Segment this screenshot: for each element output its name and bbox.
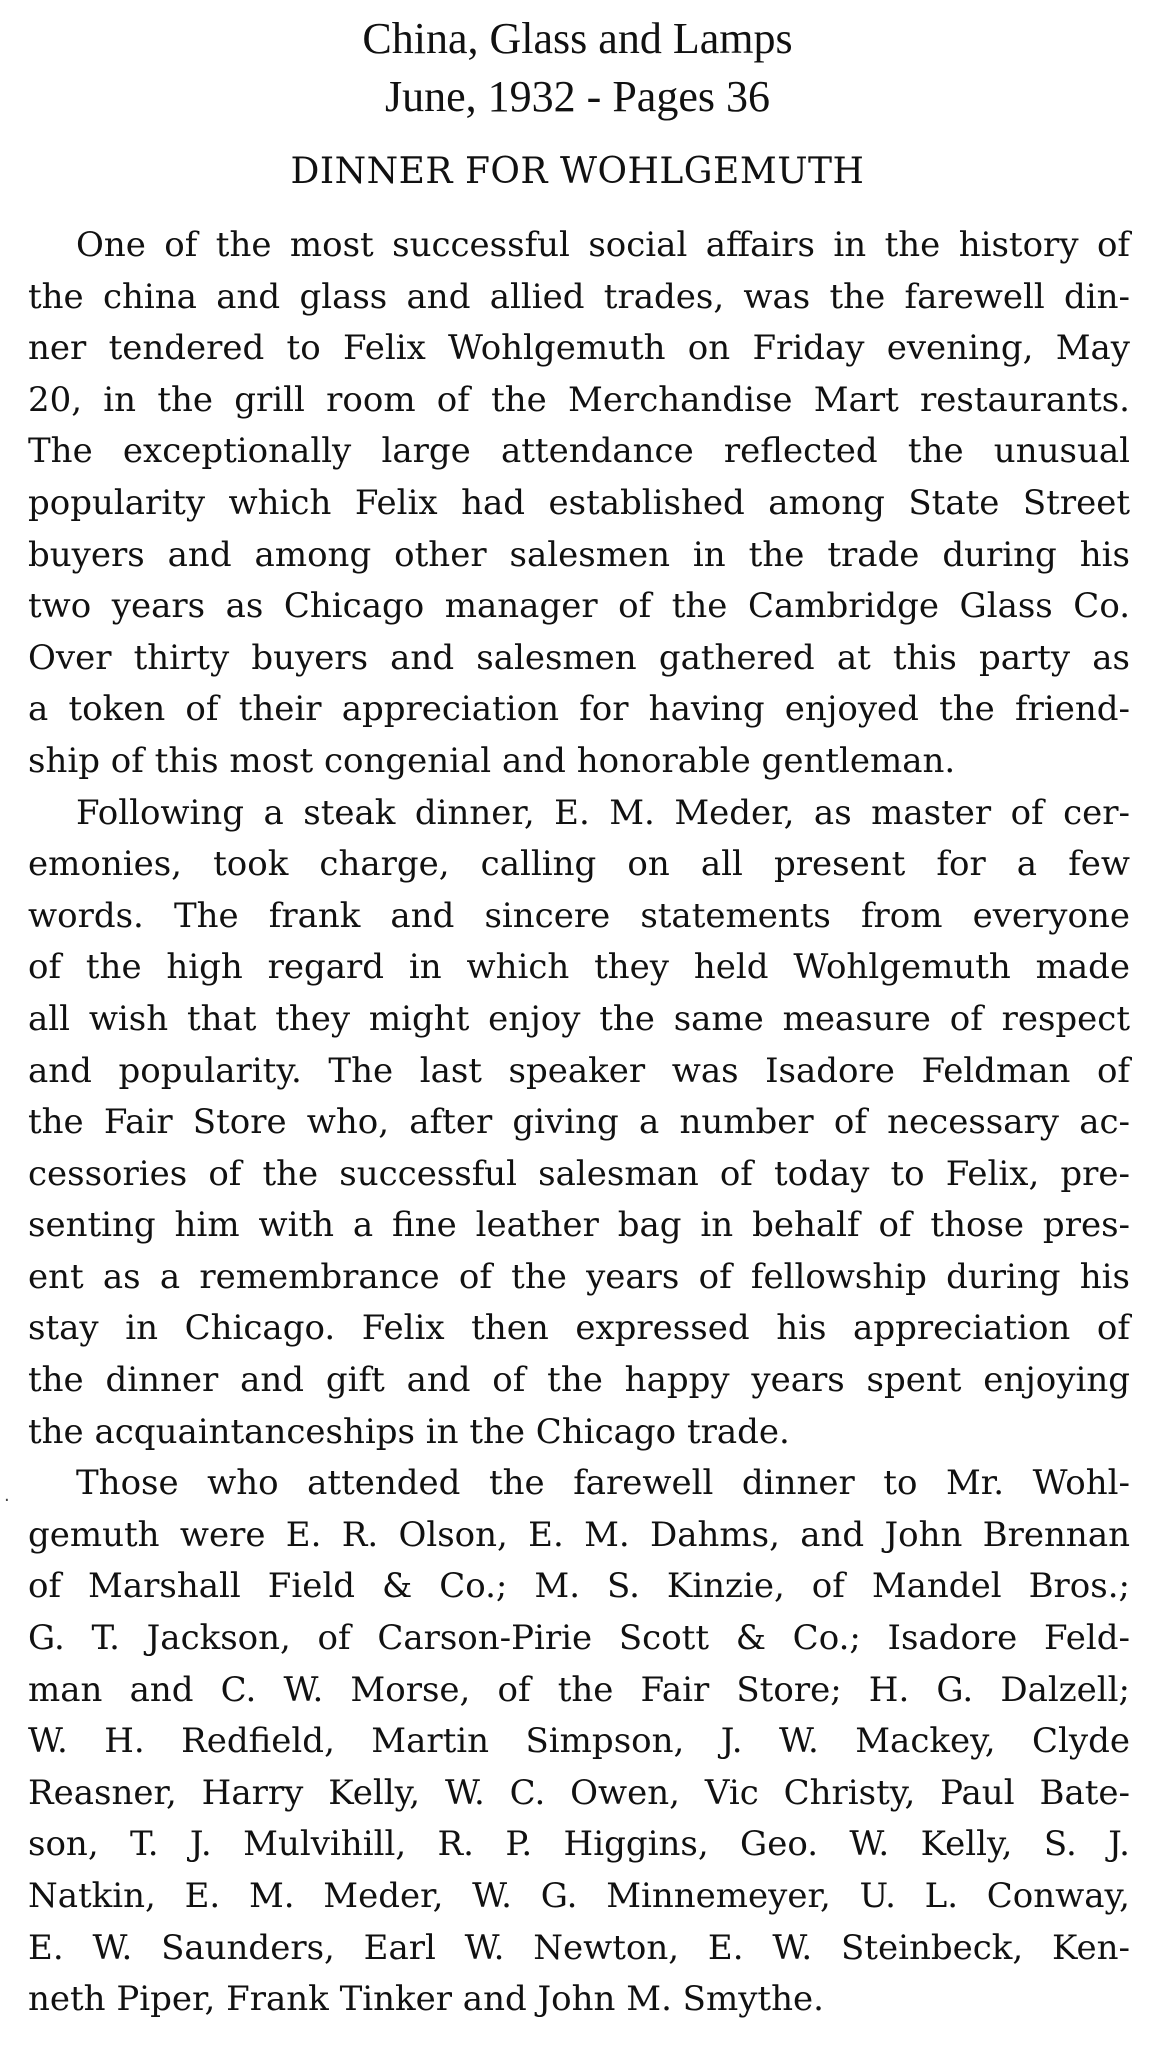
paragraph-3 bbox=[28, 1458, 1130, 2026]
text-line: all wish that they might enjoy the same measure of respect bbox=[28, 998, 1130, 1039]
text-line: Over thirty buyers and salesmen gathered at this party as bbox=[28, 637, 1130, 678]
text-line: gemuth were E. R. Olson, E. M. Dahms, and John Brennan bbox=[28, 1514, 1130, 1555]
text-line: the Fair Store who, after giving a number of necessary ac- bbox=[28, 1102, 1130, 1143]
text-line: the acquaintanceships in the Chicago trade. bbox=[28, 1411, 790, 1452]
margin-dot: · bbox=[4, 1490, 10, 1511]
text-line: of Marshall Field & Co.; M. S. Kinzie, of Mandel Bros.; bbox=[28, 1566, 1130, 1607]
text-line: son, T. J. Mulvihill, R. P. Higgins, Geo. W. Kelly, S. J. bbox=[28, 1824, 1130, 1865]
text-line: Reasner, Harry Kelly, W. C. Owen, Vic Christy, Paul Bate- bbox=[28, 1772, 1130, 1813]
text-line: neth Piper, Frank Tinker and John M. Smythe. bbox=[28, 1979, 824, 2020]
text-line: cessories of the successful salesman of today to Felix, pre- bbox=[28, 1153, 1130, 1194]
text-line: senting him with a fine leather bag in behalf of those pres- bbox=[28, 1205, 1130, 1246]
text-line: popularity which Felix had established among State Street bbox=[28, 482, 1130, 523]
text-line: Those who attended the farewell dinner to Mr. Wohl- bbox=[76, 1463, 1130, 1504]
text-line: stay in Chicago. Felix then expressed his appreciation of bbox=[28, 1308, 1130, 1349]
text-line: two years as Chicago manager of the Cambridge Glass Co. bbox=[28, 586, 1130, 627]
text-line: words. The frank and sincere statements from everyone bbox=[28, 895, 1130, 936]
text-line: G. T. Jackson, of Carson-Pirie Scott & Co.; Isadore Feld- bbox=[28, 1618, 1130, 1659]
text-line: man and C. W. Morse, of the Fair Store; H. G. Dalzell; bbox=[28, 1669, 1130, 1710]
text-line: ent as a remembrance of the years of fellowship during his bbox=[28, 1256, 1130, 1297]
text-line: the china and glass and allied trades, was the farewell din- bbox=[28, 276, 1130, 317]
article-title: DINNER FOR WOHLGEMUTH bbox=[290, 151, 865, 192]
text-line: ner tendered to Felix Wohlgemuth on Friday evening, May bbox=[28, 328, 1130, 369]
text-line: 20, in the grill room of the Merchandise Mart restaurants. bbox=[28, 379, 1130, 420]
paragraph-1 bbox=[28, 220, 1130, 788]
text-line: emonies, took charge, calling on all present for a few bbox=[28, 844, 1130, 885]
text-line: and popularity. The last speaker was Isadore Feldman of bbox=[28, 1050, 1130, 1091]
publication-name: China, Glass and Lamps bbox=[362, 14, 793, 63]
text-line: buyers and among other salesmen in the trade during his bbox=[28, 534, 1130, 575]
text-line: ship of this most congenial and honorable gentleman. bbox=[28, 740, 956, 781]
text-line: the dinner and gift and of the happy years spent enjoying bbox=[28, 1360, 1130, 1401]
text-line: Natkin, E. M. Meder, W. G. Minnemeyer, U. L. Conway, bbox=[28, 1876, 1130, 1916]
text-line: E. W. Saunders, Earl W. Newton, E. W. Steinbeck, Ken- bbox=[28, 1927, 1130, 1968]
article-body bbox=[28, 220, 1130, 2026]
text-line: of the high regard in which they held Wohlgemuth made bbox=[28, 947, 1130, 988]
paragraph-2 bbox=[28, 788, 1130, 1459]
text-line: One of the most successful social affairs in the history of bbox=[76, 225, 1130, 265]
text-line: The exceptionally large attendance reflected the unusual bbox=[28, 431, 1130, 472]
text-line: a token of their appreciation for having enjoyed the friend- bbox=[28, 689, 1130, 730]
issue-info: June, 1932 - Pages 36 bbox=[385, 72, 770, 121]
publication-header bbox=[0, 10, 1155, 126]
text-line: Following a steak dinner, E. M. Meder, as master of cer- bbox=[76, 792, 1130, 833]
text-line: W. H. Redfield, Martin Simpson, J. W. Mackey, Clyde bbox=[28, 1721, 1130, 1762]
